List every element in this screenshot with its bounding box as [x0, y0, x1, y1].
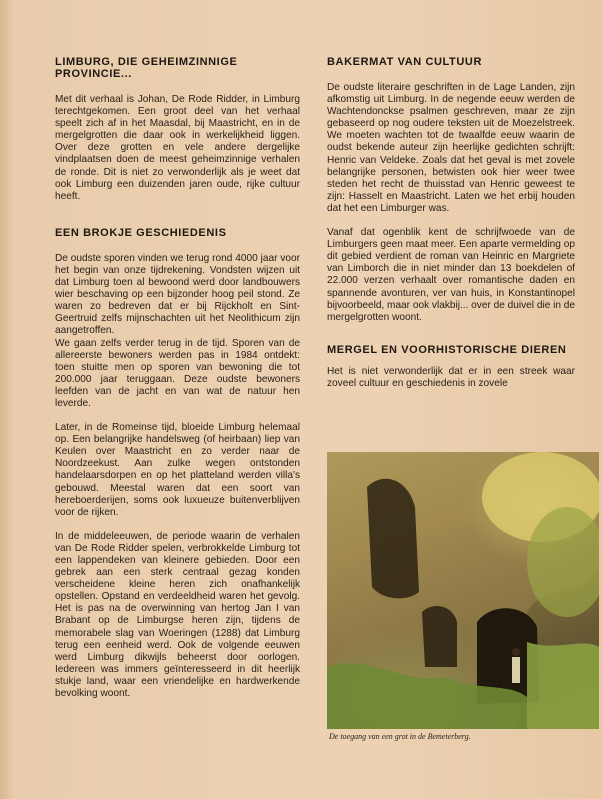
paragraph-schrijfwoede: Vanaf dat ogenblik kent de schrijfwoede van de Limburgers geen maat meer. Een aparte vermelding op dit gebied verdient de roman van Heinric en Margriete van Limborch die in niet minder dan 13 boekdelen of 22.000 verzen verhaalt over romantische daden en spannende avonturen, ver van huis, in Konstantinopel bijvoorbeeld, maar ook vlakbij... over de duivel die in de mergelgrotten woont. [327, 227, 575, 323]
paragraph-mergel: Het is niet verwonderlijk dat er in een streek waar zoveel cultuur en geschiedenis in zovele [327, 365, 575, 389]
heading-mergel: MERGEL EN VOORHISTORISCHE DIEREN [327, 343, 567, 356]
left-column [55, 56, 300, 700]
fern-undergrowth-right [527, 642, 599, 729]
paragraph-intro: Met dit verhaal is Johan, De Rode Ridder, in Limburg terechtgekomen. Een groot deel van het verhaal speelt zich af in het Maasdal, bij Maastricht, en in de mergelgrotten die daar ook in werkelijkheid liggen. Over deze grotten en vele andere dergelijke vindplaatsen doen de meest geheimzinnige verhalen de ronde. Dit is niet zo verwonderlijk als je weet dat ook Limburg een duizenden jaren oude, rijke cultuur heeft. [55, 94, 300, 202]
person-head [512, 648, 520, 656]
paragraph-oudste-sporen: De oudste sporen vinden we terug rond 4000 jaar voor het begin van onze tijdrekening. Vondsten wijzen uit dat Limburg toen al bewoond werd door landbouwers wier beschaving op een bijzonder hoog peil stond. Ze waren zo bedreven dat er bij Rijckholt en Sint-Geertruid zelfs mijnschachten uit het Neolithicum zijn aangetroffen. [55, 252, 300, 337]
heading-limburg: LIMBURG, DIE GEHEIMZINNIGE PROVINCIE... [55, 56, 238, 80]
paragraph-middeleeuwen: In de middeleeuwen, de periode waarin de verhalen van De Rode Ridder spelen, verbrokkelde Limburg tot een lappendeken van kleinere gebieden. Door een gebrek aan een sterk centraal gezag konden verscheidene kleine heren zich onafhankelijk opstellen. Opstand en verdeeldheid waren het gevolg. Het is pas na de overwinning van hertog Jan I van Brabant op de Limburgse heren zijn, tijdens de memorabele slag van Woeringen (1288) dat Limburg terug een eenheid werd. Ook de volgende eeuwen werd Limburg dikwijls beheerst door oorlogen. Iedereen was immers geïnteresseerd in dit heerlijk stukje land, waar een vriendelijke en hardwerkende bevolking woont. [55, 530, 300, 700]
cave-entrance-photo [327, 452, 599, 729]
paragraph-romeinse-tijd: Later, in de Romeinse tijd, bloeide Limburg helemaal op. Een belangrijke handelsweg (of heirbaan) liep van Keulen over Maastricht en zo verder naar de Noordzeekust. Aan zulke wegen ontstonden handelaarsdorpen en op het platteland werden villa's gebouwd. Meestal waren dat een soort van hereboerderijen, soms ook luxueuze buitenverblijven voor de rijken. [55, 422, 300, 518]
photo-caption: De toegang van een grot in de Bemeterberg. [329, 732, 471, 741]
paragraph-eerste-bewoners: We gaan zelfs verder terug in de tijd. Sporen van de allereerste bewoners werden pas in 1984 ontdekt: toen stuitte men op sporen van bewoning die tot 200.000 jaar teruggaan. Deze oudste bewoners leefden van de jacht en van wat de natuur hen leverde. [55, 337, 300, 409]
paragraph-literatuur: De oudste literaire geschriften in de Lage Landen, zijn afkomstig uit Limburg. In de negende eeuw werden de Wachtendonckse psalmen geschreven, maar ze zijn gebaseerd op nog oudere teksten uit de Moezelstreek. We moeten wachten tot de twaalfde eeuw waarin de oudst bekende auteur zijn heerlijke gedichten schrijft: Henric van Veldeke. Zoals dat het geval is met zovele belangrijke personen, betwisten ook hier weer twee steden het recht de thuisstad van Henric geweest te zijn: Hasselt en Maastricht. Laten we het erbij houden dat het een Limburger was. [327, 82, 575, 214]
heading-bakermat: BAKERMAT VAN CULTUUR [327, 56, 482, 68]
right-column [327, 56, 575, 390]
heading-geschiedenis: EEN BROKJE GESCHIEDENIS [55, 226, 227, 239]
cave-illustration [327, 452, 599, 729]
side-cave-opening [422, 606, 457, 667]
person-figure [512, 657, 520, 683]
